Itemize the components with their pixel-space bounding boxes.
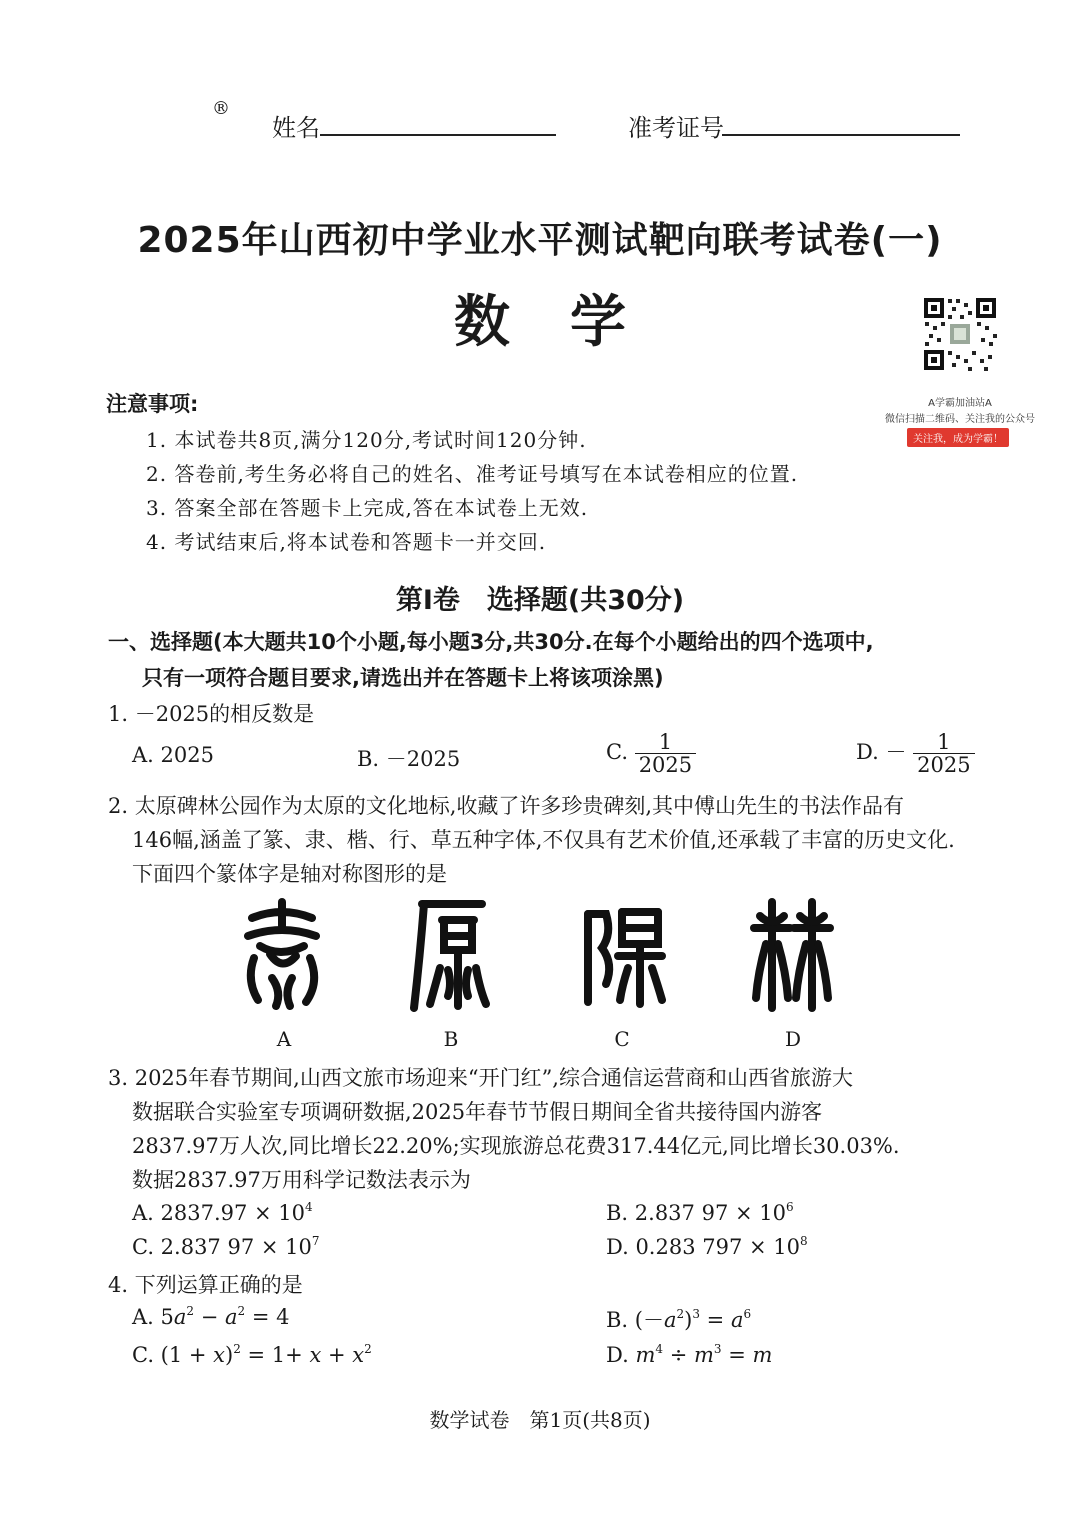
notice-item-1: 1. 本试卷共8页,满分120分,考试时间120分钟. bbox=[146, 428, 587, 452]
qr-caption-title: A学霸加油站A bbox=[928, 398, 992, 409]
q1-d-denominator: 2025 bbox=[917, 753, 971, 778]
qr-follow-badge: 关注我，成为学霸！ bbox=[907, 428, 1009, 447]
q3-line-4: 数据2837.97万用科学记数法表示为 bbox=[132, 1168, 471, 1192]
seal-label-b: B bbox=[443, 1027, 459, 1051]
seal-character-c-icon bbox=[582, 904, 666, 1008]
q3-option-c-text: C. 2.837 97 × 10 bbox=[132, 1235, 312, 1259]
q2-line-1: 2. 太原碑林公园作为太原的文化地标,收藏了许多珍贵碑刻,其中傅山先生的书法作品有 bbox=[108, 794, 905, 818]
q2-line-3: 下面四个篆体字是轴对称图形的是 bbox=[132, 862, 447, 886]
seal-label-a: A bbox=[276, 1027, 292, 1051]
q4-stem: 4. 下列运算正确的是 bbox=[108, 1273, 303, 1297]
qr-code-icon bbox=[922, 296, 998, 372]
q1-option-d-prefix: D. － bbox=[856, 740, 907, 765]
q3-option-c bbox=[132, 1234, 320, 1259]
notice-item-3: 3. 答案全部在答题卡上完成,答在本试卷上无效. bbox=[146, 496, 589, 520]
q1-d-numerator: 1 bbox=[913, 731, 974, 754]
seal-character-b-icon bbox=[408, 896, 492, 1012]
seal-character-d-icon bbox=[750, 898, 834, 1012]
q1-option-d bbox=[856, 731, 975, 776]
q3-option-a bbox=[132, 1200, 313, 1225]
seal-label-d: D bbox=[784, 1027, 802, 1051]
name-label: 姓名 bbox=[272, 114, 320, 142]
q1-option-c bbox=[606, 731, 696, 776]
q1-c-numerator: 1 bbox=[635, 731, 696, 754]
section-heading: 第Ⅰ卷 选择题(共30分) bbox=[395, 585, 685, 616]
q1-c-denominator: 2025 bbox=[638, 753, 693, 778]
seal-label-c: C bbox=[614, 1027, 630, 1051]
exam-id-label: 准考证号 bbox=[628, 114, 724, 142]
q3-option-b bbox=[606, 1200, 794, 1225]
q3-option-a-text: A. 2837.97 × 10 bbox=[132, 1201, 306, 1225]
seal-character-a-icon bbox=[240, 896, 324, 1012]
q2-line-2: 146幅,涵盖了篆、隶、楷、行、草五种字体,不仅具有艺术价值,还承载了丰富的历史文化. bbox=[132, 828, 955, 852]
q3-option-b-text: B. 2.837 97 × 10 bbox=[606, 1201, 786, 1225]
notice-item-4: 4. 考试结束后,将本试卷和答题卡一并交回. bbox=[146, 530, 547, 554]
q1-option-d-fraction bbox=[913, 731, 974, 776]
q1-option-a: A. 2025 bbox=[132, 743, 214, 767]
q4-option-a: A. $5a^2 - a^2 = 4$ bbox=[132, 1304, 290, 1329]
q4-option-d: D. $m^4 \div m^3 = m$ bbox=[606, 1342, 773, 1367]
page-footer: 数学试卷 第1页(共8页) bbox=[429, 1408, 651, 1432]
notice-heading: 注意事项: bbox=[106, 392, 199, 416]
q3-option-c-exp: 7 bbox=[311, 1234, 320, 1248]
q3-option-b-exp: 6 bbox=[785, 1200, 794, 1214]
qr-caption-sub: 微信扫描二维码、关注我的公众号 bbox=[885, 414, 1035, 425]
name-field-line[interactable] bbox=[320, 106, 556, 136]
q1-option-c-fraction bbox=[635, 731, 696, 776]
q4-option-c: C. $(1 + x)^2 = 1+ x + x^2$ bbox=[132, 1342, 372, 1367]
q3-option-d-exp: 8 bbox=[799, 1234, 808, 1248]
part-instructions-1: 一、选择题(本大题共10个小题,每小题3分,共30分.在每个小题给出的四个选项中, bbox=[108, 630, 874, 654]
q1-option-b: B. －2025 bbox=[357, 747, 461, 771]
q3-line-1: 3. 2025年春节期间,山西文旅市场迎来“开门红”,综合通信运营商和山西省旅游大 bbox=[108, 1066, 853, 1090]
q3-line-3: 2837.97万人次,同比增长22.20%;实现旅游总花费317.44亿元,同比增长30.03%. bbox=[132, 1134, 900, 1158]
q3-line-2: 数据联合实验室专项调研数据,2025年春节节假日期间全省共接待国内游客 bbox=[132, 1100, 823, 1124]
q1-stem: 1. －2025的相反数是 bbox=[108, 702, 315, 726]
q3-option-a-exp: 4 bbox=[305, 1200, 313, 1214]
q3-option-d bbox=[606, 1234, 808, 1259]
notice-item-2: 2. 答卷前,考生务必将自己的姓名、准考证号填写在本试卷相应的位置. bbox=[146, 462, 799, 486]
registered-mark: ® bbox=[212, 98, 230, 119]
exam-title: 2025年山西初中学业水平测试靶向联考试卷(一) bbox=[137, 220, 943, 261]
subject-title: 数学 bbox=[454, 290, 686, 355]
q4-option-b: B. $(-a^2)^3 = a^6$ bbox=[606, 1307, 752, 1332]
exam-id-field-line[interactable] bbox=[722, 106, 960, 136]
part-instructions-2: 只有一项符合题目要求,请选出并在答题卡上将该项涂黑) bbox=[142, 666, 664, 690]
q3-option-d-text: D. 0.283 797 × 10 bbox=[606, 1235, 800, 1259]
q1-option-c-prefix: C. bbox=[606, 740, 628, 765]
